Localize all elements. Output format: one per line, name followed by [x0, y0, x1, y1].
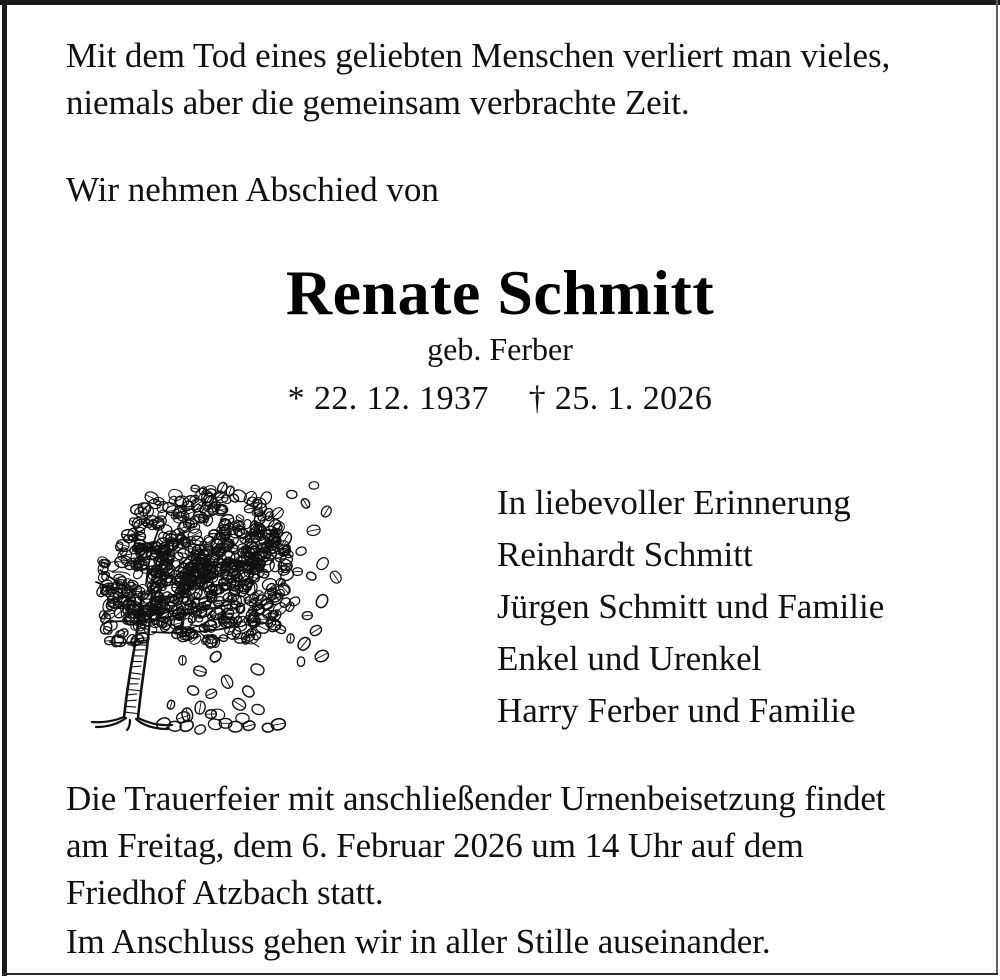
birth-date: 22. 12. 1937 — [313, 380, 489, 417]
death-date: 25. 1. 2026 — [554, 380, 713, 417]
arrangements-line-3: Friedhof Atzbach statt. — [66, 873, 384, 912]
mourner-name: Reinhardt Schmitt — [497, 535, 753, 574]
birth-symbol: * — [287, 380, 306, 417]
funeral-arrangements — [66, 775, 966, 965]
arrangements-line-1: Die Trauerfeier mit anschließender Urnenbeisetzung findet — [66, 779, 886, 818]
farewell-line: Wir nehmen Abschied von — [66, 170, 439, 209]
verse-line-2: niemals aber die gemeinsam verbrachte Zeit. — [66, 83, 690, 122]
arrangements-line-2: am Freitag, dem 6. Februar 2026 um 14 Uhr auf dem — [66, 826, 804, 865]
death-symbol: † — [528, 380, 547, 417]
maiden-name: geb. Ferber — [427, 331, 573, 367]
verse-line-1: Mit dem Tod eines geliebten Menschen verliert man vieles, — [66, 36, 891, 75]
life-dates — [0, 379, 1000, 419]
mourners-list — [497, 477, 967, 737]
mourner-name: Jürgen Schmitt und Familie — [497, 587, 885, 626]
wind-blown-tree-icon — [52, 440, 352, 740]
opening-verse — [66, 32, 956, 126]
mourners-heading: In liebevoller Erinnerung — [497, 483, 851, 522]
mourner-name: Harry Ferber und Familie — [497, 691, 856, 730]
mourner-name: Enkel und Urenkel — [497, 639, 762, 678]
deceased-block — [0, 258, 1000, 419]
arrangements-line-4: Im Anschluss gehen wir in aller Stille auseinander. — [66, 922, 771, 961]
deceased-name: Renate Schmitt — [285, 257, 715, 328]
